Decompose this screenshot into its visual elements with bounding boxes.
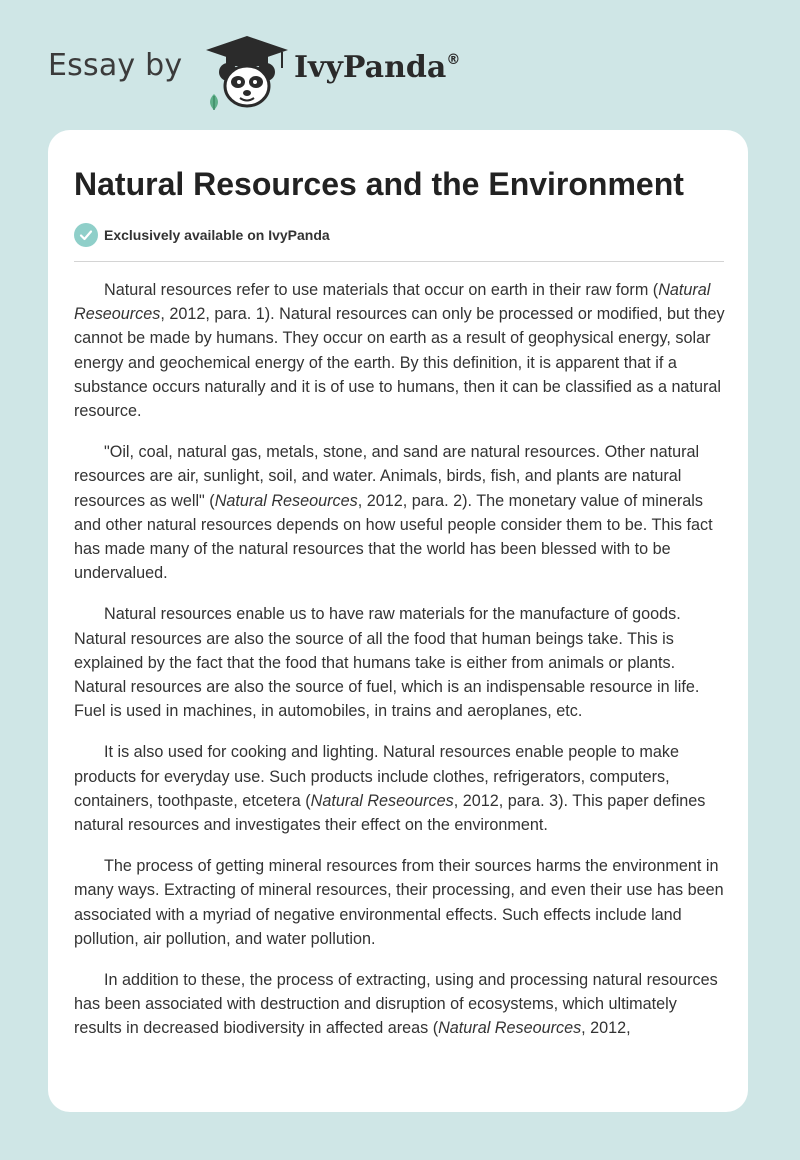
paragraph-text: , 2012, para. 2). The monetary value of minerals and other natural resources depends on how useful people consider them to be. This fact has made many of the natural resources that the world has been blessed with to be undervalued.: [74, 491, 713, 583]
essay-paragraph: [74, 278, 726, 423]
exclusive-label: Exclusively available on IvyPanda: [104, 227, 330, 243]
divider: [74, 261, 724, 262]
paragraph-text: , 2012, para. 3). This paper defines natural resources and investigates their effect on the environment.: [74, 791, 706, 835]
check-badge-icon: [74, 223, 98, 247]
citation-source: Natural Reseources: [310, 791, 454, 810]
paragraph-text: , 2012,: [581, 1019, 631, 1038]
paragraph-text: "Oil, coal, natural gas, metals, stone, and sand are natural resources. Other natural resources are air, sunlight, soil, and water. Animals, birds, fish, and plants are natural resources as well" (: [74, 443, 700, 510]
brand-name: IvyPanda®: [294, 50, 461, 85]
essay-by-label: Essay by: [48, 48, 183, 83]
essay-paragraph: [74, 854, 726, 951]
citation-source: Natural Reseources: [438, 1019, 582, 1038]
essay-paragraph: [74, 440, 726, 585]
citation-source: Natural Reseources: [74, 281, 711, 324]
paragraph-text: Natural resources refer to use materials that occur on earth in their raw form (: [104, 281, 659, 299]
paragraph-text: It is also used for cooking and lighting. Natural resources enable people to make products for everyday use. Such products include clothes, refrigerators, computers, containers, toothpaste, etcetera (: [74, 743, 679, 810]
panda-graduate-logo-icon: [202, 32, 292, 112]
paragraph-text: Natural resources enable us to have raw materials for the manufacture of goods. Natural resources are also the source of all the food that human beings take. This is explained by the fact that the food that humans take is either from animals or plants. Natural resources are also the source of fuel, which is an indispensable resource in life. Fuel is used in machines, in automobiles, in trains and aeroplanes, etc.: [74, 605, 700, 721]
paragraph-text: , 2012, para. 1). Natural resources can only be processed or modified, but they cannot be made by humans. They occur on earth as a result of geophysical energy, solar energy and geochemical energy of the earth. By this definition, it is apparent that if a substance occurs naturally and it is of use to humans, then it can be classified as a natural resource.: [74, 305, 725, 421]
essay-paragraph: [74, 602, 726, 723]
citation-source: Natural Reseources: [214, 491, 358, 510]
essay-body: [74, 278, 726, 1058]
essay-paragraph: [74, 740, 726, 837]
page-title: Natural Resources and the Environment: [74, 166, 684, 202]
site-header: [48, 32, 752, 112]
exclusive-badge: [74, 222, 330, 248]
essay-paragraph: [74, 968, 726, 1041]
essay-card: [48, 130, 748, 1112]
paragraph-text: The process of getting mineral resources from their sources harms the environment in many ways. Extracting of mineral resources, their processing, and even their use has been associated with a myriad of negative environmental effects. Such effects include land pollution, air pollution, and water pollution.: [74, 857, 724, 948]
paragraph-text: In addition to these, the process of extracting, using and processing natural resources has been associated with destruction and disruption of ecosystems, which ultimately results in decreased biodiversity in affected areas (: [74, 971, 718, 1038]
registered-mark: ®: [446, 52, 461, 68]
